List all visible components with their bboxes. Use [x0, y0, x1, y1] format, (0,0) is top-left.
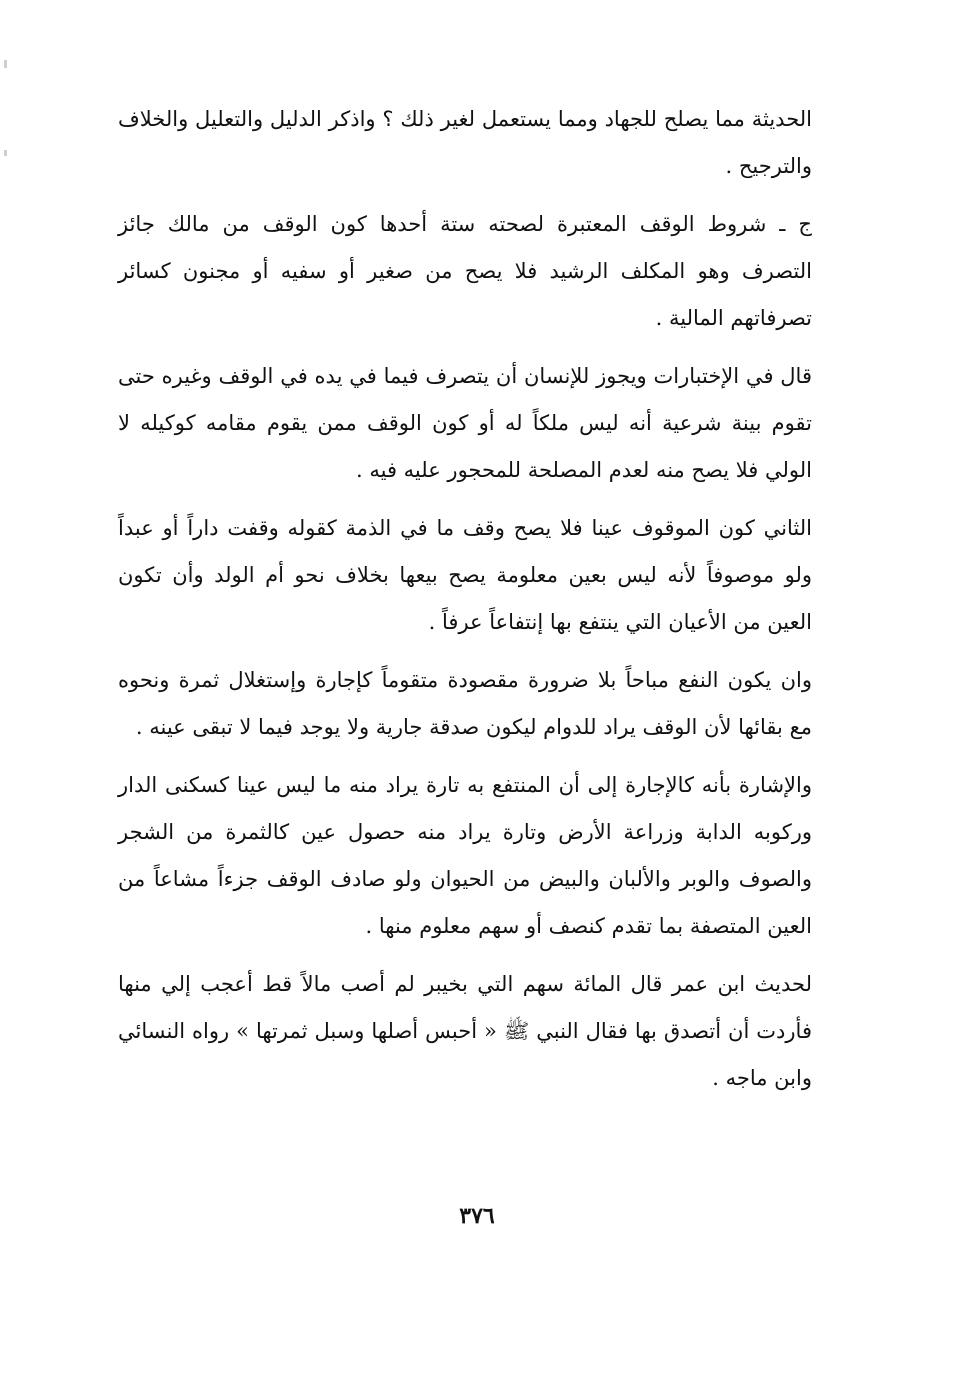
- paragraph: ج ـ شروط الوقف المعتبرة لصحته ستة أحدها كون الوقف من مالك جائز التصرف وهو المكلف الرشيد فلا يصح من صغير أو سفيه أو مجنون كسائر تصرفاتهم المالية .: [118, 212, 812, 330]
- paragraph: وان يكون النفع مباحاً بلا ضرورة مقصودة متقوماً كإجارة وإستغلال ثمرة ونحوه مع بقائها لأن الوقف يراد للدوام ليكون صدقة جارية ولا يوجد فيما لا تبقى عينه .: [118, 668, 812, 739]
- body-text: [118, 96, 812, 1113]
- paragraph: والإشارة بأنه كالإجارة إلى أن المنتفع به تارة يراد منه ما ليس عينا كسكنى الدار وركوبه الدابة وزراعة الأرض وتارة يراد منه حصول عين كالثمرة من الشجر والصوف والوبر والألبان والبيض من الحيوان ولو صادف الوقف جزءاً مشاعاً من العين المتصفة بما تقدم كنصف أو سهم معلوم منها .: [118, 773, 812, 938]
- scan-edge-mark: [4, 60, 7, 68]
- scan-edge-mark: [4, 150, 7, 156]
- paragraph: الثاني كون الموقوف عينا فلا يصح وقف ما في الذمة كقوله وقفت داراً أو عبداً ولو موصوفاً لأنه ليس بعين معلومة يصح بيعها بخلاف نحو أم الولد وأن تكون العين من الأعيان التي ينتفع بها إنتفاعاً عرفاً .: [118, 516, 812, 634]
- paragraph: قال في الإختبارات ويجوز للإنسان أن يتصرف فيما في يده في الوقف وغيره حتى تقوم بينة شرعية أنه ليس ملكاً له أو كون الوقف ممن يقوم مقامه كوكيله لا الولي فلا يصح منه لعدم المصلحة للمحجور عليه فيه .: [118, 364, 812, 482]
- paragraph: لحديث ابن عمر قال المائة سهم التي بخيبر لم أصب مالاً قط أعجب إلي منها فأردت أن أتصدق بها فقال النبي ﷺ « أحبس أصلها وسبل ثمرتها » رواه النسائي وابن ماجه .: [118, 972, 812, 1090]
- page-number: ٣٧٦: [459, 1203, 495, 1229]
- paragraph: الحديثة مما يصلح للجهاد ومما يستعمل لغير ذلك ؟ واذكر الدليل والتعليل والخلاف والترجيح .: [118, 107, 812, 178]
